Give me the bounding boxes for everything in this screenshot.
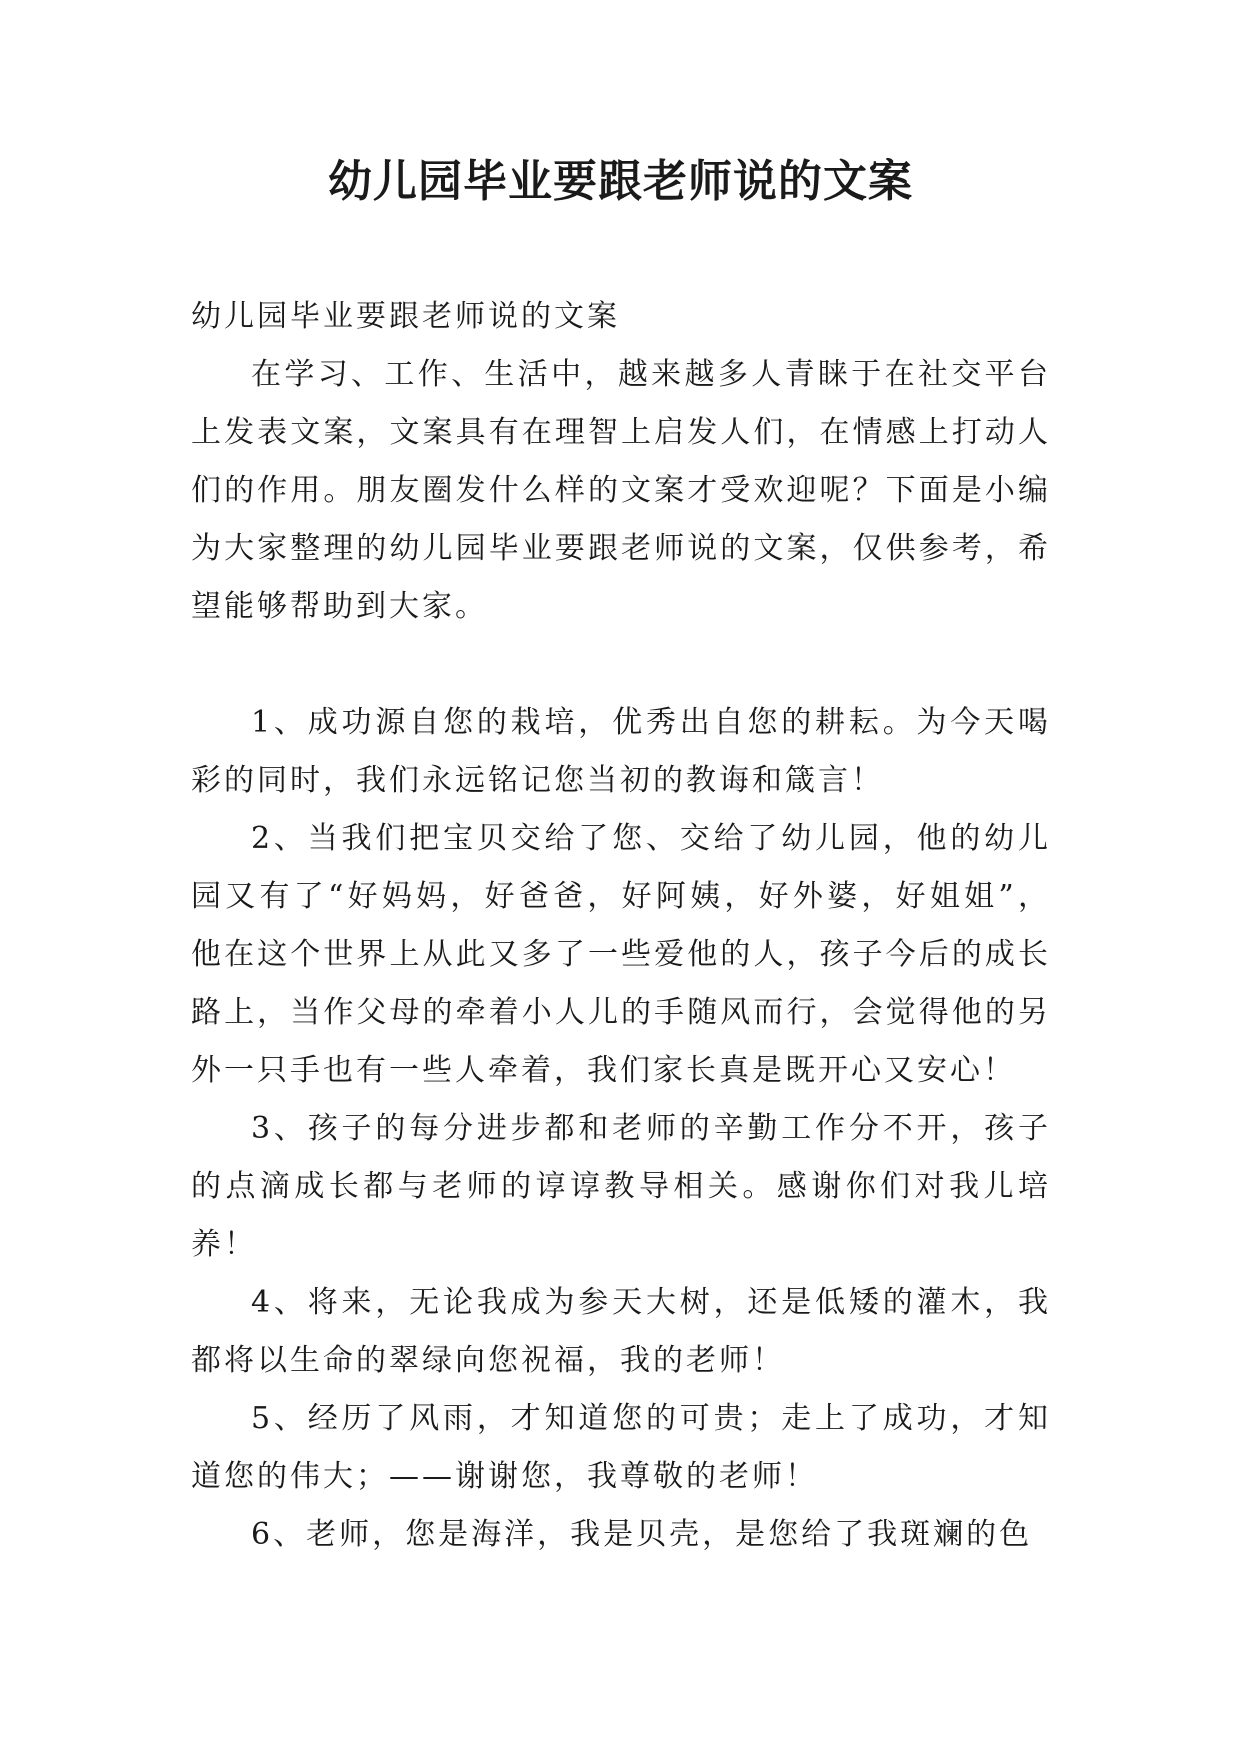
list-item: 1、成功源自您的栽培，优秀出自您的耕耘。为今天喝彩的同时，我们永远铭记您当初的教诲和箴言！ [191, 705, 1051, 798]
intro-paragraph: 在学习、工作、生活中，越来越多人青睐于在社交平台上发表文案，文案具有在理智上启发人们，在情感上打动人们的作用。朋友圈发什么样的文案才受欢迎呢？下面是小编为大家整理的幼儿园毕业要跟老师说的文案，仅供参考，希望能够帮助到大家。 [191, 357, 1051, 624]
document-title: 幼儿园毕业要跟老师说的文案 [328, 156, 913, 207]
list-item: 5、经历了风雨，才知道您的可贵；走上了成功，才知道您的伟大；——谢谢您，我尊敬的老师！ [191, 1401, 1051, 1494]
list-item: 3、孩子的每分进步都和老师的辛勤工作分不开，孩子的点滴成长都与老师的谆谆教导相关。感谢你们对我儿培养！ [191, 1111, 1051, 1262]
list-item: 4、将来，无论我成为参天大树，还是低矮的灌木，我都将以生命的翠绿向您祝福，我的老师！ [191, 1285, 1051, 1378]
paragraph-spacer [191, 636, 1051, 694]
document-subtitle: 幼儿园毕业要跟老师说的文案 [191, 299, 620, 334]
list-item: 2、当我们把宝贝交给了您、交给了幼儿园，他的幼儿园又有了“好妈妈，好爸爸，好阿姨，好外婆，好姐姐”，他在这个世界上从此又多了一些爱他的人，孩子今后的成长路上，当作父母的牵着小人儿的手随风而行，会觉得他的另外一只手也有一些人牵着，我们家长真是既开心又安心！ [191, 821, 1051, 1088]
document-body [191, 288, 1051, 1564]
list-item: 6、老师，您是海洋，我是贝壳，是您给了我斑斓的色 [251, 1517, 1033, 1552]
